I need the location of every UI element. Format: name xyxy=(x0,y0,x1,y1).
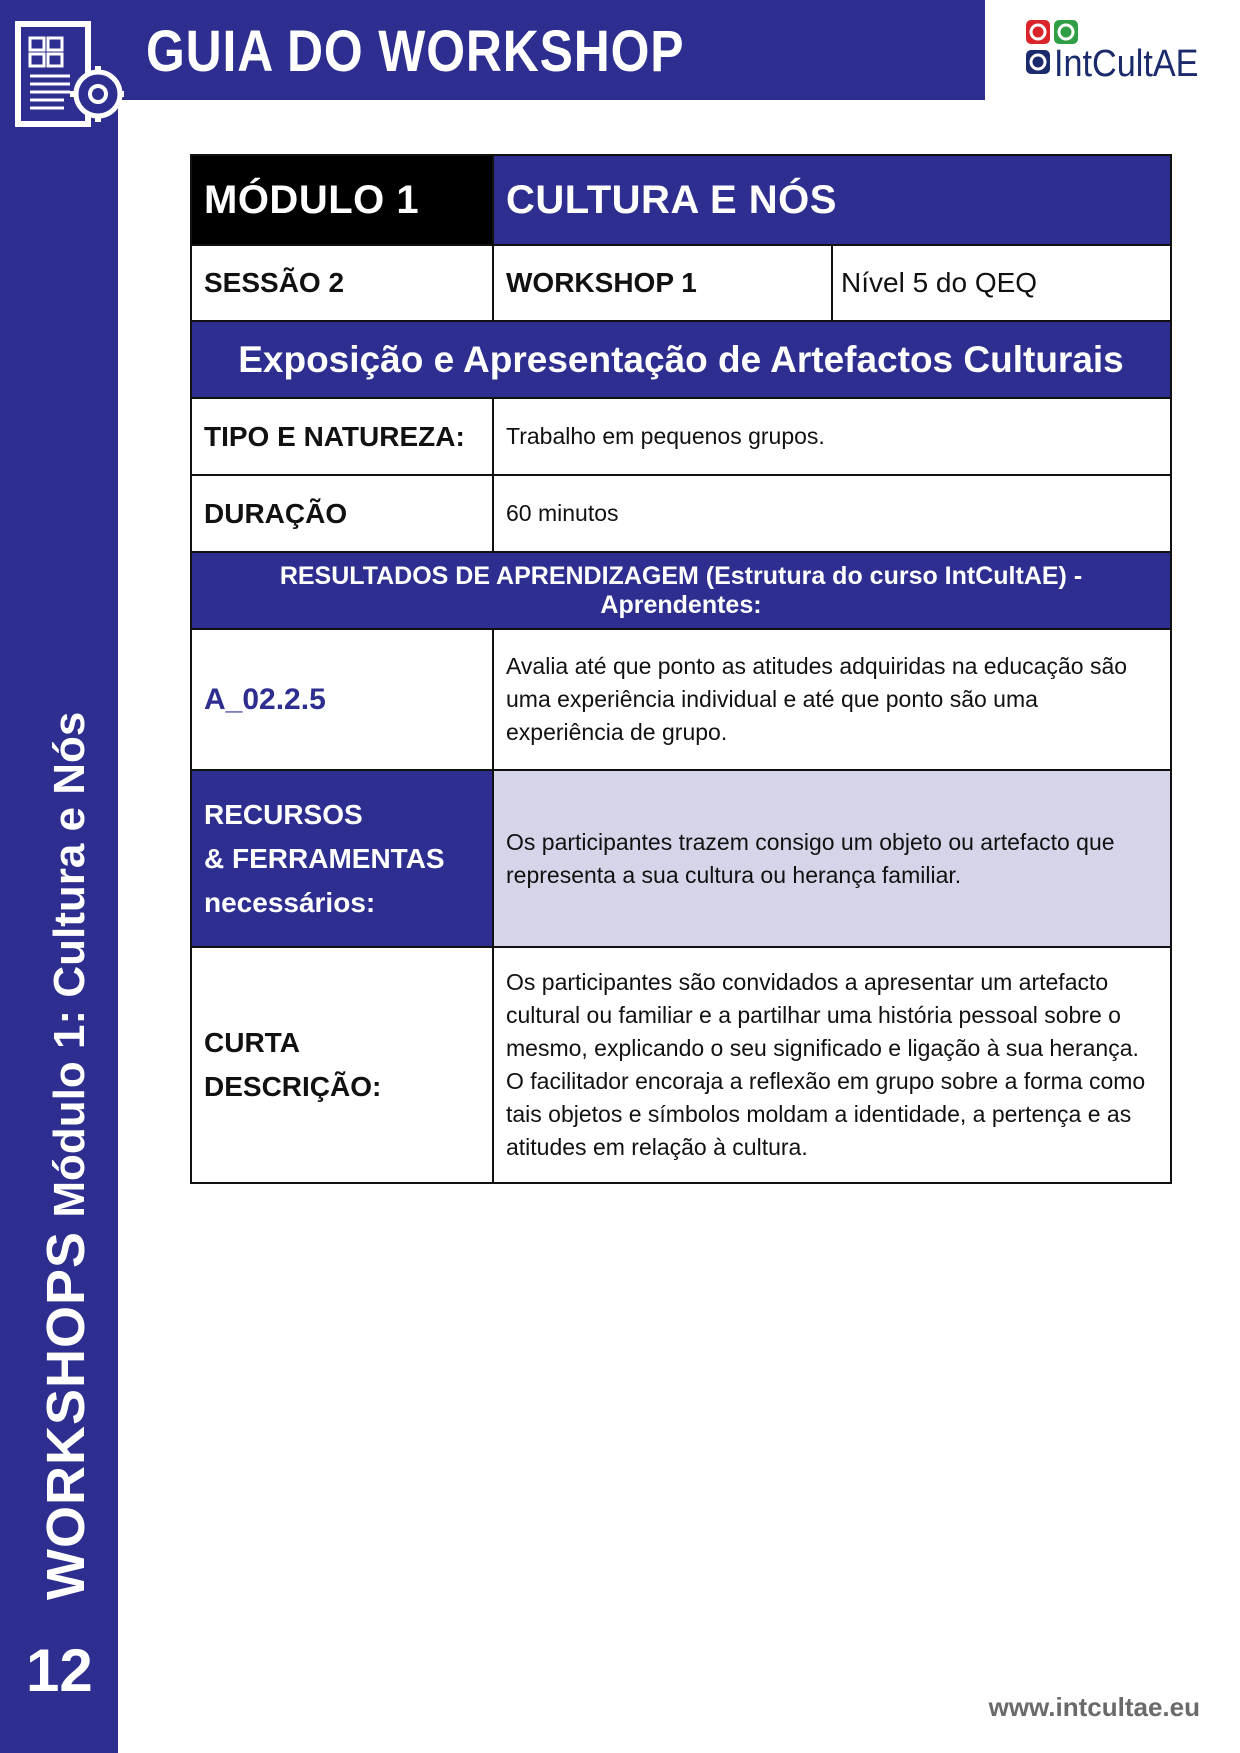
type-value: Trabalho em pequenos grupos. xyxy=(493,398,1171,475)
results-heading: RESULTADOS DE APRENDIZAGEM (Estrutura do curso IntCultAE) - Aprendentes: xyxy=(191,552,1171,629)
sidebar-title-strong: WORKSHOPS xyxy=(36,1230,96,1600)
document-gear-icon xyxy=(12,18,124,136)
description-value: Os participantes são convidados a apresentar um artefacto cultural ou familiar e a partilhar uma história pessoal sobre o mesmo, explicando o seu significado e ligação à sua herança. O facilitador encoraja a reflexão em grupo sobre a forma como tais objetos e símbolos moldam a identidade, a pertença e as atitudes em relação à cultura. xyxy=(493,947,1171,1183)
table-row-subtitle xyxy=(191,321,1171,398)
workshop-table xyxy=(190,154,1172,1184)
table-row-type xyxy=(191,398,1171,475)
table-row-description xyxy=(191,947,1171,1183)
workshop-label: WORKSHOP 1 xyxy=(493,245,832,321)
resources-label-line-3: necessários: xyxy=(204,886,376,918)
duration-value: 60 minutos xyxy=(493,475,1171,552)
description-label-line-2: DESCRIÇÃO: xyxy=(204,1071,382,1102)
table-row-results-heading xyxy=(191,552,1171,629)
module-label: MÓDULO 1 xyxy=(191,155,493,245)
resources-label-line-2: & FERRAMENTAS xyxy=(204,842,445,874)
table-row-duration xyxy=(191,475,1171,552)
header-title: GUIA DO WORKSHOP xyxy=(146,19,685,84)
table-row-resources xyxy=(191,770,1171,947)
result-code: A_02.2.5 xyxy=(191,629,493,770)
website-link[interactable]: www.intcultae.eu xyxy=(988,1692,1200,1722)
page-number: 12 xyxy=(26,1637,93,1704)
table-row-session xyxy=(191,245,1171,321)
resources-label xyxy=(191,770,493,947)
session-label: SESSÃO 2 xyxy=(191,245,493,321)
type-label: TIPO E NATUREZA: xyxy=(191,398,493,475)
table-row-module xyxy=(191,155,1171,245)
description-label-line-1: CURTA xyxy=(204,1027,300,1058)
duration-label: DURAÇÃO xyxy=(191,475,493,552)
level-value: Nível 5 do QEQ xyxy=(832,245,1171,321)
logo-wordmark: IntCultAE xyxy=(1054,43,1199,85)
intcultae-logo xyxy=(1024,18,1214,88)
session-subtitle: Exposição e Apresentação de Artefactos Culturais xyxy=(191,321,1171,398)
description-label xyxy=(191,947,493,1183)
resources-label-line-1: RECURSOS xyxy=(204,798,363,830)
table-row-result xyxy=(191,629,1171,770)
sidebar-vertical-title xyxy=(30,700,102,1600)
sidebar-title-rest: Módulo 1: Cultura e Nós xyxy=(45,711,94,1218)
resources-value: Os participantes trazem consigo um objeto ou artefacto que representa a sua cultura ou herança familiar. xyxy=(493,770,1171,947)
module-title: CULTURA E NÓS xyxy=(493,155,1171,245)
result-text: Avalia até que ponto as atitudes adquiridas na educação são uma experiência individual e até que ponto são uma experiência de grupo. xyxy=(493,629,1171,770)
